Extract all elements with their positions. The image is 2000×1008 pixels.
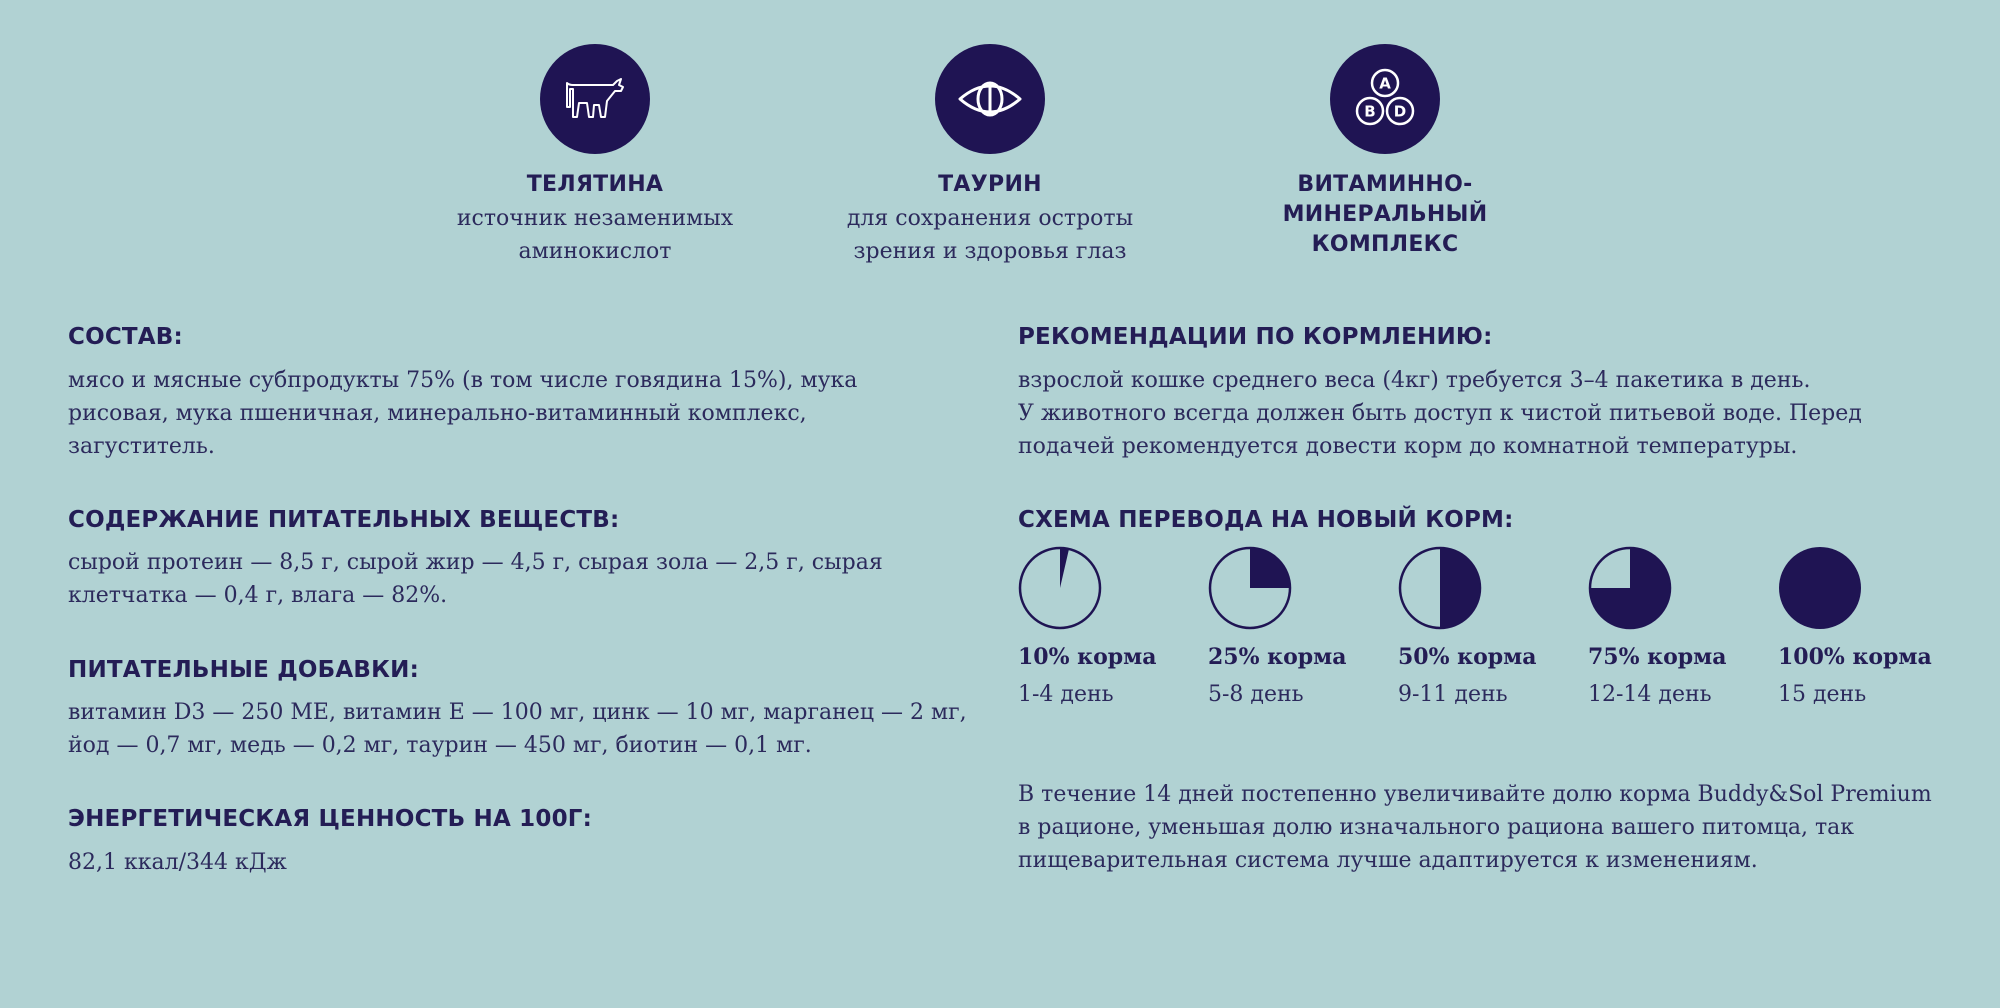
step-days: 15 день: [1778, 682, 1867, 707]
feature-title: ВИТАМИННО- МИНЕРАЛЬНЫЙ КОМПЛЕКС: [1282, 172, 1488, 257]
feature-description: для сохранения остроты зрения и здоровья глаз: [846, 206, 1134, 264]
step-percent: 75% корма: [1588, 644, 1727, 670]
step-percent: 100% корма: [1778, 644, 1932, 670]
svg-text:A: A: [1379, 74, 1391, 93]
composition-heading: СОСТАВ:: [68, 324, 183, 350]
step-percent: 25% корма: [1208, 644, 1347, 670]
svg-text:B: B: [1364, 102, 1376, 121]
feature-vitamin-complex: [1215, 44, 1555, 260]
transition-step: [1778, 546, 1958, 710]
eye-icon-badge: [935, 44, 1045, 154]
cow-icon-badge: [540, 44, 650, 154]
vitamins-abd-icon: [1350, 67, 1420, 131]
transition-heading: СХЕМА ПЕРЕВОДА НА НОВЫЙ КОРМ:: [1018, 507, 1514, 533]
transition-step: [1398, 546, 1578, 710]
transition-step: [1208, 546, 1388, 710]
energy-value: 82,1 ккал/344 кДж: [68, 850, 287, 875]
pie-75-icon: [1588, 546, 1672, 630]
step-percent: 10% корма: [1018, 644, 1157, 670]
feeding-heading: РЕКОМЕНДАЦИИ ПО КОРМЛЕНИЮ:: [1018, 324, 1493, 350]
feature-title: ТАУРИН: [938, 172, 1042, 197]
vitamins-icon-badge: [1330, 44, 1440, 154]
pie-10-icon: [1018, 546, 1102, 630]
step-percent: 50% корма: [1398, 644, 1537, 670]
feeding-text: взрослой кошке среднего веса (4кг) требуется 3–4 пакетика в день. У животного всегда должен быть доступ к чистой питьевой воде. Перед подачей рекомендуется довести корм до комнатной температуры.: [1018, 368, 1862, 459]
transition-note: В течение 14 дней постепенно увеличивайте долю корма Buddy&Sol Premium в рационе, уменьшая долю изначального рациона вашего питомца, так пищеварительная система лучше адаптируется к изменениям.: [1018, 782, 1932, 873]
additives-heading: ПИТАТЕЛЬНЫЕ ДОБАВКИ:: [68, 657, 419, 683]
cow-icon: [563, 77, 627, 121]
step-days: 9-11 день: [1398, 682, 1508, 707]
eye-icon: [957, 79, 1023, 119]
feature-veal: [425, 44, 765, 268]
pie-50-icon: [1398, 546, 1482, 630]
step-days: 5-8 день: [1208, 682, 1304, 707]
pie-25-icon: [1208, 546, 1292, 630]
feature-taurine: [820, 44, 1160, 268]
svg-text:D: D: [1393, 102, 1407, 121]
nutrients-text: сырой протеин — 8,5 г, сырой жир — 4,5 г, сырая зола — 2,5 г, сырая клетчатка — 0,4 г, влага — 82%.: [68, 550, 883, 608]
pie-100-icon: [1778, 546, 1862, 630]
step-days: 1-4 день: [1018, 682, 1114, 707]
energy-heading: ЭНЕРГЕТИЧЕСКАЯ ЦЕННОСТЬ НА 100Г:: [68, 806, 593, 832]
composition-text: мясо и мясные субпродукты 75% (в том числе говядина 15%), мука рисовая, мука пшеничная, минерально-витаминный комплекс, загуститель.: [68, 368, 858, 459]
transition-step: [1018, 546, 1198, 710]
nutrients-heading: СОДЕРЖАНИЕ ПИТАТЕЛЬНЫХ ВЕЩЕСТВ:: [68, 507, 620, 533]
additives-text: витамин D3 — 250 МЕ, витамин Е — 100 мг, цинк — 10 мг, марганец — 2 мг, йод — 0,7 мг, медь — 0,2 мг, таурин — 450 мг, биотин — 0,1 мг.: [68, 700, 967, 758]
feature-description: источник незаменимых аминокислот: [456, 206, 734, 264]
transition-step: [1588, 546, 1768, 710]
feature-title: ТЕЛЯТИНА: [526, 172, 664, 197]
step-days: 12-14 день: [1588, 682, 1712, 707]
